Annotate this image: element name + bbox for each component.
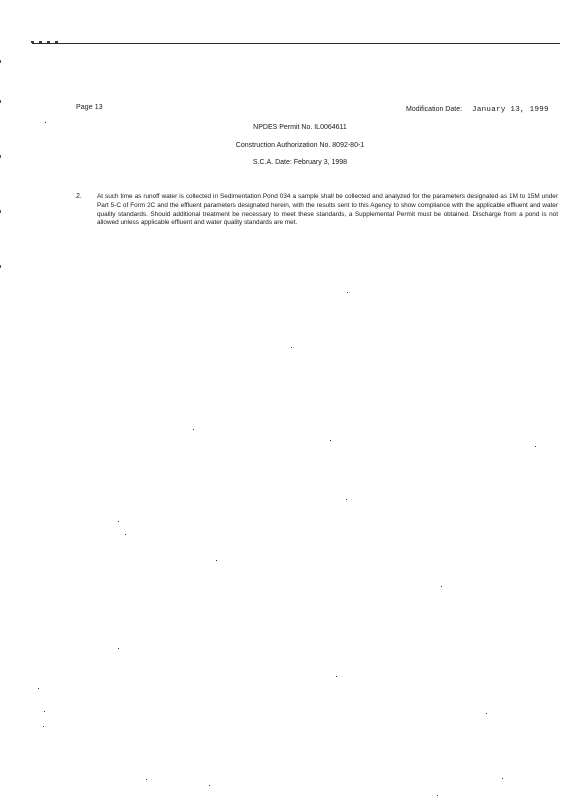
top-rule [32, 43, 560, 44]
sca-date: S.C.A. Date: February 3, 1998 [252, 159, 348, 166]
condition-text: At such time as runoff water is collected in Sedimentation Pond 034 a sample shall be collected and analyzed for the parameters designated as 1M to 15M under Part 5-C of Form 2C and the effluent parameters designated herein, with the results sent to this Agency to show compliance with the applicable effluent and water quality standards. Should additional treatment be necessary to meet these standards, a Supplemental Permit must be obtained. Discharge from a pond is not allowed unless applicable effluent and water quality standards are met. [97, 193, 558, 227]
permit-number: NPDES Permit No. IL0064611 [253, 124, 347, 131]
scan-left-edge-marks [0, 60, 2, 310]
page-number: Page 13 [76, 104, 103, 111]
scan-tick-marks [31, 41, 61, 45]
construction-authorization: Construction Authorization No. 8092-80-1 [235, 142, 365, 149]
modification-date [406, 106, 549, 114]
modification-date-value: January 13, 1999 [472, 106, 549, 114]
condition-number: 2. [76, 193, 82, 200]
modification-date-label: Modification Date: [406, 106, 463, 113]
